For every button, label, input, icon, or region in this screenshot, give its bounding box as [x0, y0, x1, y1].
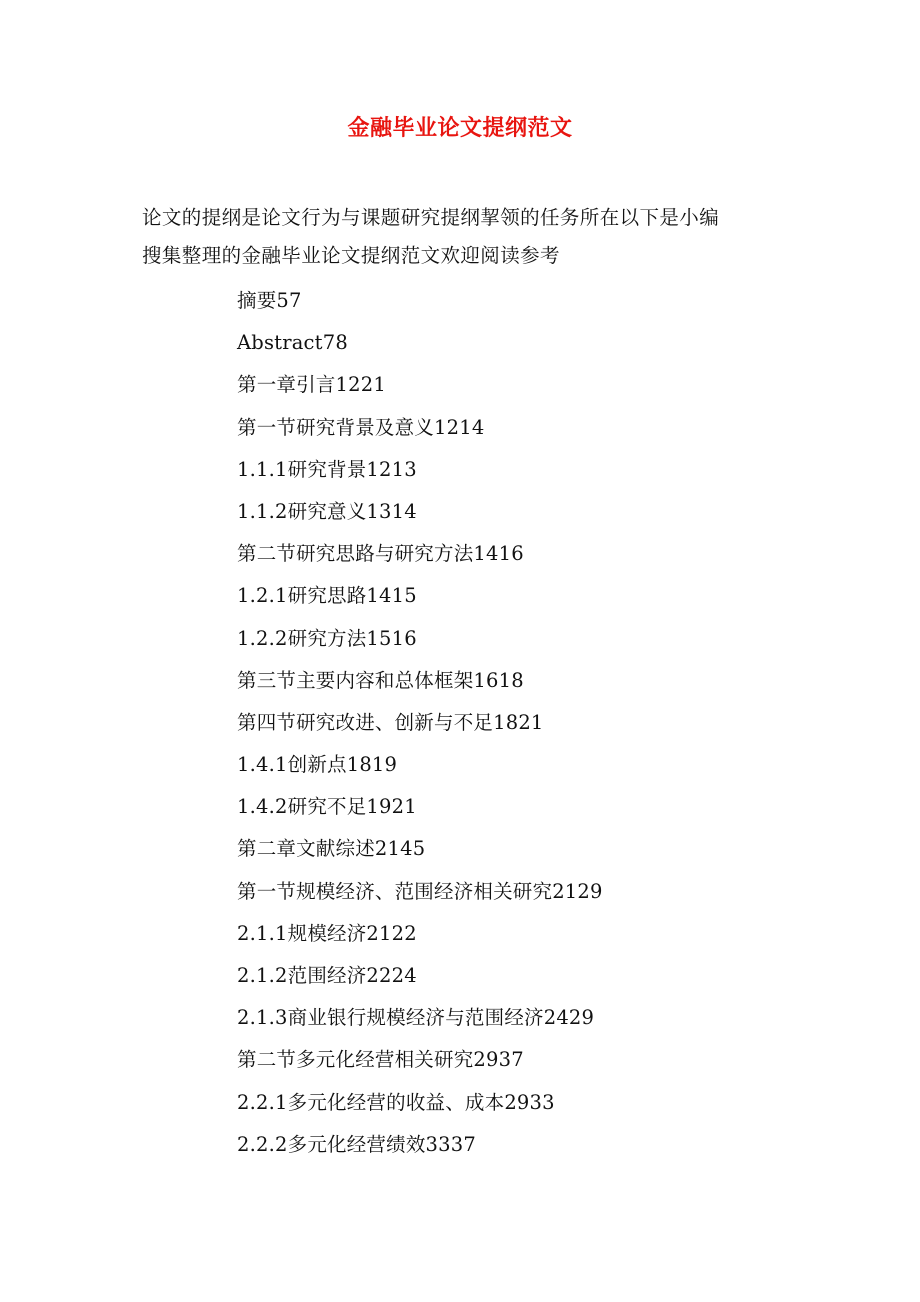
toc-item: 第二章文献综述2145	[237, 837, 426, 861]
toc-item: 2.1.1规模经济2122	[237, 921, 417, 945]
intro-line: 搜集整理的金融毕业论文提纲范文欢迎阅读参考	[142, 244, 560, 267]
toc-item: 第三节主要内容和总体框架1618	[237, 668, 524, 692]
toc-item: 1.1.2研究意义1314	[237, 499, 417, 523]
toc-item: Abstract78	[237, 331, 348, 355]
toc-item: 1.4.2研究不足1921	[237, 795, 417, 819]
document-title: 金融毕业论文提纲范文	[347, 115, 573, 141]
toc-item: 第二节研究思路与研究方法1416	[237, 542, 524, 566]
toc-item: 1.2.1研究思路1415	[237, 584, 417, 608]
toc-item: 2.2.2多元化经营绩效3337	[237, 1132, 476, 1156]
table-of-contents	[237, 284, 603, 1170]
toc-item: 2.1.2范围经济2224	[237, 964, 417, 987]
toc-item: 1.1.1研究背景1213	[237, 457, 417, 481]
intro-paragraph	[142, 199, 782, 275]
intro-line: 论文的提纲是论文行为与课题研究提纲挈领的任务所在以下是小编	[142, 206, 720, 229]
toc-item: 第一节研究背景及意义1214	[237, 415, 485, 439]
toc-item: 第四节研究改进、创新与不足1821	[237, 710, 544, 734]
toc-item: 第一节规模经济、范围经济相关研究2129	[237, 879, 603, 903]
toc-item: 第一章引言1221	[237, 373, 386, 397]
toc-item: 1.2.2研究方法1516	[237, 626, 417, 650]
toc-item: 摘要57	[237, 289, 302, 312]
toc-item: 2.2.1多元化经营的收益、成本2933	[237, 1090, 555, 1114]
toc-item: 第二节多元化经营相关研究2937	[237, 1048, 524, 1072]
toc-item: 1.4.1创新点1819	[237, 753, 398, 777]
toc-item: 2.1.3商业银行规模经济与范围经济2429	[237, 1006, 595, 1030]
